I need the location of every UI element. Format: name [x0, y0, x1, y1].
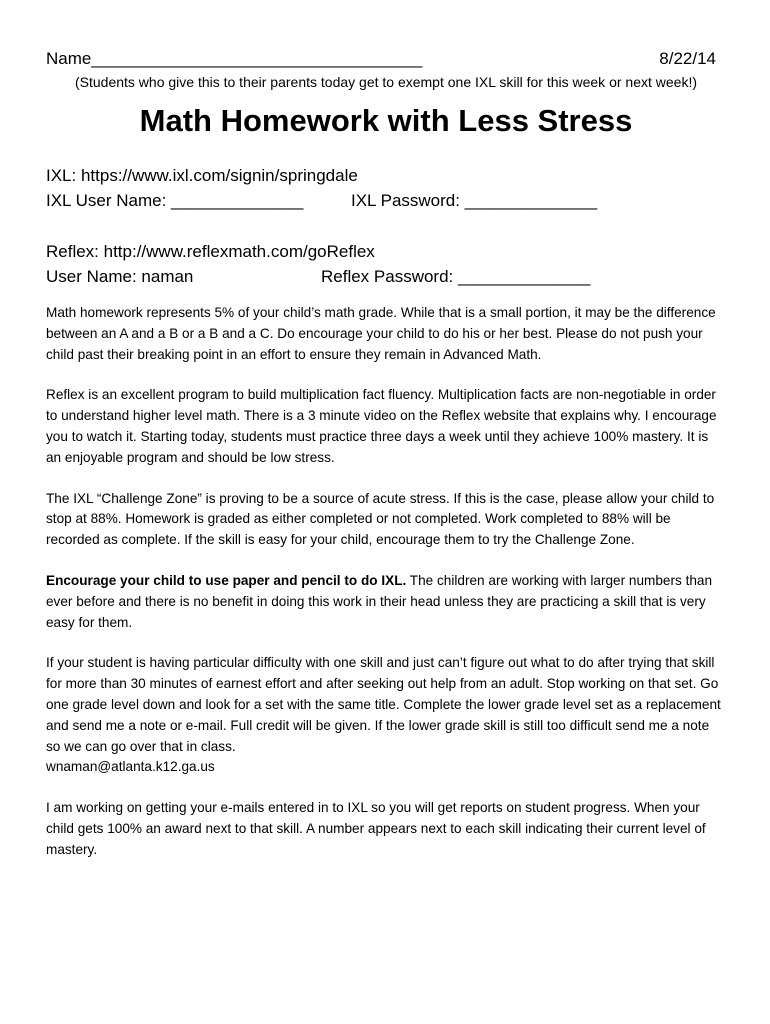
ixl-url-line: [46, 163, 726, 188]
paragraph-challenge-zone: The IXL “Challenge Zone” is proving to be a source of acute stress. If this is the case, please allow your child to stop at 88%. Homework is graded as either completed or not completed. Work completed to 88% will be recorded as complete. If the skill is easy for your child, encourage them to try the Challenge Zone.: [46, 490, 715, 548]
difficulty-text: If your student is having particular difficulty with one skill and just can’t figure out what to do after trying that skill for more than 30 minutes of earnest effort and after seeking out help from an adult. Stop working on that set. Go one grade level down and look for a set with the same title. Complete the lower grade level set as a replacement and send me a note or e-mail. Full credit will be given. If the lower grade skill is still too difficult send me a note so we can go over that in class.: [46, 655, 721, 754]
exemption-note: (Students who give this to their parents today get to exempt one IXL skill for this week or next week!): [74, 74, 697, 90]
spacer: [46, 213, 726, 239]
document-page: [46, 46, 726, 881]
header-row: [46, 46, 726, 72]
document-date: 8/22/14: [659, 49, 716, 68]
name-blank: ___________________________________: [91, 49, 423, 68]
name-label: Name: [46, 49, 92, 68]
paper-pencil-text: The children are working with larger numbers than ever before and there is no benefit in doing this work in their head unless they are practicing a skill that is very easy for them.: [46, 572, 713, 630]
teacher-email: wnaman@atlanta.k12.ga.us: [46, 759, 215, 775]
paragraph-grade-weight: Math homework represents 5% of your child’s math grade. While that is a small portion, it may be the difference between an A and a B or a B and a C. Do encourage your child to do his or her best. Please do not push your child past their breaking point in an effort to ensure they remain in Advanced Math.: [46, 305, 716, 362]
paragraph-paper-pencil: [46, 571, 726, 633]
reflex-url-text: Reflex: http://www.reflexmath.com/goReflex: [46, 242, 375, 261]
reflex-credentials-line: [46, 264, 726, 289]
page-title: Math Homework with Less Stress: [139, 103, 633, 138]
reflex-username: User Name: naman: [46, 267, 194, 286]
paragraph-reflex: Reflex is an excellent program to build multiplication fact fluency. Multiplication facts are non-negotiable in order to understand higher level math. There is a 3 minute video on the Reflex website that explains why. I encourage you to watch it. Starting today, students must practice three days a week until they achieve 100% mastery. It is an enjoyable program and should be low stress.: [46, 387, 717, 465]
ixl-credentials-line: [46, 188, 726, 213]
reflex-password: Reflex Password: ______________: [321, 267, 591, 286]
paragraph-reports: I am working on getting your e-mails entered in to IXL so you will get reports on student progress. When your child gets 100% an award next to that skill. A number appears next to each skill indicating their current level of mastery.: [46, 800, 706, 857]
reflex-url-line: [46, 239, 726, 264]
ixl-password: IXL Password: ______________: [351, 191, 598, 210]
ixl-url-text: IXL: https://www.ixl.com/signin/springdale: [46, 166, 358, 185]
name-field: [46, 46, 422, 72]
ixl-username: IXL User Name: ______________: [46, 191, 304, 210]
paper-pencil-emphasis: Encourage your child to use paper and pencil to do IXL.: [46, 572, 407, 588]
paragraph-difficulty: [46, 653, 726, 778]
